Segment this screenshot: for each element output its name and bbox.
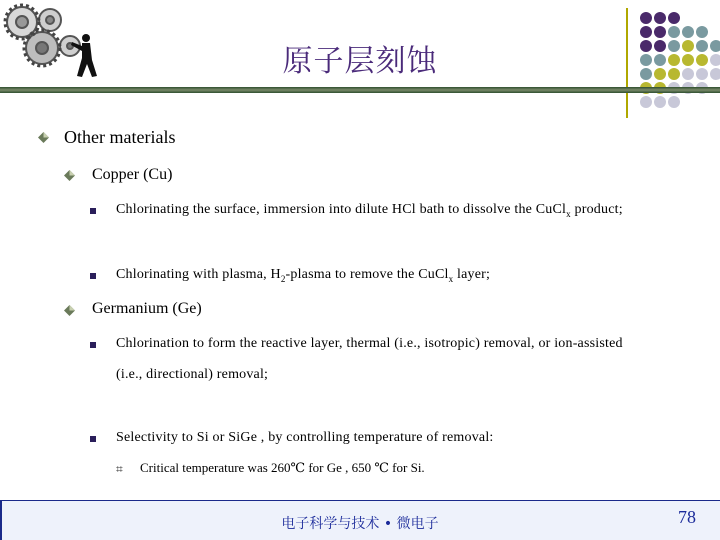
square-bullet-icon	[90, 342, 96, 348]
square-bullet-icon	[90, 436, 96, 442]
slide-title: 原子层刻蚀	[282, 44, 438, 79]
diamond-bullet-icon	[38, 132, 49, 143]
diamond-bullet-icon	[64, 170, 75, 181]
footer-text: 电子科学与技术 • 微电子	[281, 516, 439, 532]
bullet-copper: Copper (Cu)	[92, 166, 173, 183]
hash-bullet-icon: ⌗	[116, 462, 123, 476]
bullet-germanium: Germanium (Ge)	[92, 300, 202, 317]
bullet-other-materials: Other materials	[64, 127, 176, 147]
page-number: 78	[678, 507, 696, 527]
bullet-ge-selectivity: Selectivity to Si or SiGe , by controlling temperature of removal:	[116, 430, 494, 445]
bullet-ge-chlorination-line1: Chlorination to form the reactive layer, thermal (i.e., isotropic) removal, or ion-assisted	[116, 336, 623, 351]
square-bullet-icon	[90, 208, 96, 214]
bullet-cu-chlorinating-surface: Chlorinating the surface, immersion into dilute HCl bath to dissolve the CuCl$_x$ product;	[116, 202, 623, 219]
bullet-ge-chlorination-line2: (i.e., directional) removal;	[116, 367, 269, 382]
square-bullet-icon	[90, 273, 96, 279]
bullet-ge-critical-temperature: Critical temperature was 260℃ for Ge , 650 ℃ for Si.	[140, 460, 425, 475]
diamond-bullet-icon	[64, 305, 75, 316]
bullet-cu-plasma: Chlorinating with plasma, $H_2$-plasma to remove the CuCl$_x$ layer;	[116, 267, 491, 284]
title-divider-bar	[0, 87, 720, 93]
